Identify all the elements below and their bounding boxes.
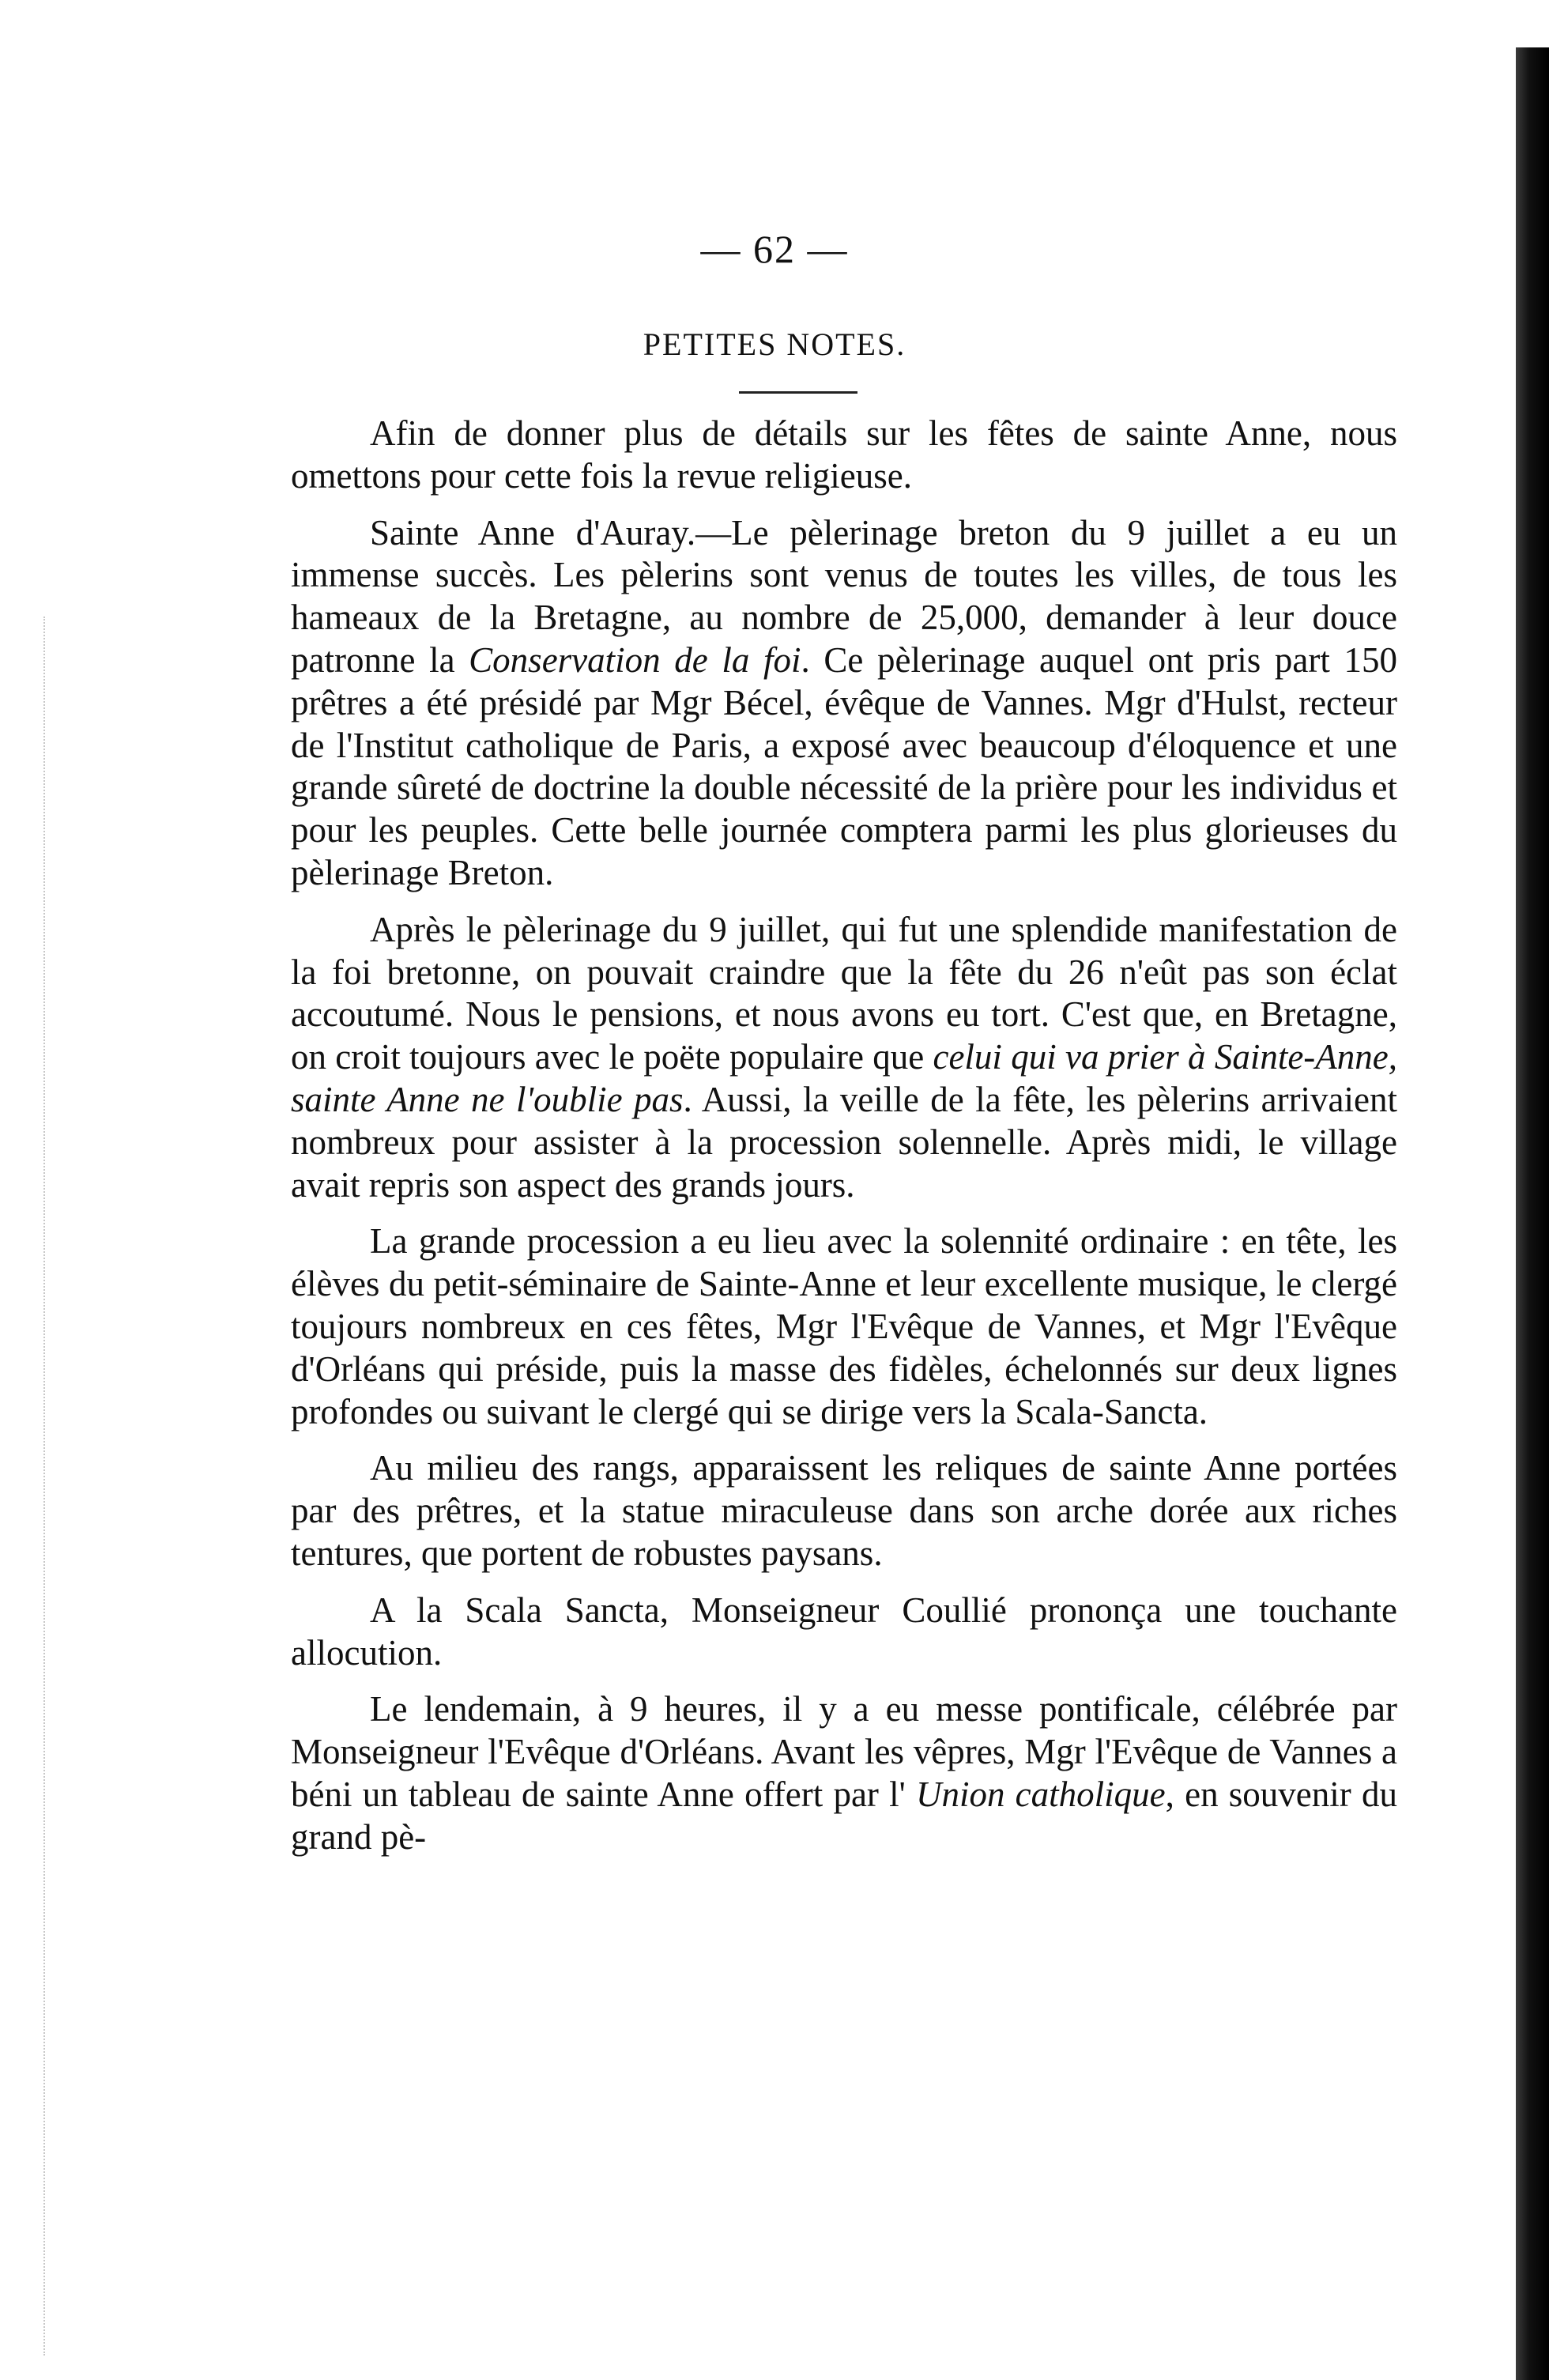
italic-text: celui qui va prier à Sainte-Anne, sainte Anne ne l'oublie pas: [291, 1037, 1397, 1119]
paragraph: [291, 1447, 1397, 1575]
paragraph: [291, 512, 1397, 895]
scan-marks: [43, 617, 55, 2355]
page-number: — 62 —: [700, 227, 849, 271]
body-text: [291, 413, 1397, 1873]
text-run: Le lendemain, à 9 heures, il y a eu messe pontificale, célébrée par Monseigneur l'Evêque d'Orléans. Avant les vêpres, Mgr l'Evêque de Vannes a béni un tableau de sainte Anne offert par l': [291, 1689, 1397, 1814]
text-run: Au milieu des rangs, apparaissent les reliques de sainte Anne portées par des prêtres, et la statue miraculeuse dans son arche dorée aux riches tentures, que portent de robustes paysans.: [291, 1448, 1397, 1573]
paragraph: [291, 413, 1397, 498]
italic-text: Conservation de la foi: [469, 639, 801, 680]
text-run: A la Scala Sancta, Monseigneur Coullié prononça une touchante allocution.: [291, 1590, 1397, 1673]
title-rule: [739, 391, 857, 394]
text-run: . Aussi, la veille de la fête, les pèlerins arrivaient nombreux pour assister à la procession solennelle. Après midi, le village avait repris son aspect des grands jours.: [291, 1079, 1398, 1205]
paragraph: [291, 909, 1397, 1207]
text-run: , en souvenir du grand pè-: [291, 1774, 1397, 1857]
paragraph: [291, 1590, 1397, 1675]
text-run: Après le pèlerinage du 9 juillet, qui fut une splendide manifestation de la foi bretonne, on pouvait craindre que la fête du 26 n'eût pas son éclat accoutumé. Nous le pensions, et nous avons eu tort. C'est que, en Bretagne, on croit toujours avec le poëte populaire que: [291, 909, 1397, 1077]
text-run: . Ce pèlerinage auquel ont pris part 150 prêtres a été présidé par Mgr Bécel, évêque de Vannes. Mgr d'Hulst, recteur de l'Institut catholique de Paris, a exposé avec beaucoup d'éloquence et une grande sûreté de doctrine la double nécessité de la prière pour les individus et pour les peuples. Cette belle journée comptera parmi les plus glorieuses du pèlerinage Breton.: [291, 639, 1397, 892]
paragraph: [291, 1220, 1397, 1433]
binding-edge: [1516, 47, 1549, 2380]
text-run: Afin de donner plus de détails sur les fêtes de sainte Anne, nous omettons pour cette fois la revue religieuse.: [291, 413, 1397, 496]
section-title: PETITES NOTES.: [643, 326, 906, 362]
paragraph: [291, 1688, 1397, 1858]
text-run: La grande procession a eu lieu avec la solennité ordinaire : en tête, les élèves du petit-séminaire de Sainte-Anne et leur excellente musique, le clergé toujours nombreux en ces fêtes, Mgr l'Evêque de Vannes, et Mgr l'Evêque d'Orléans qui préside, puis la masse des fidèles, échelonnés sur deux lignes profondes ou suivant le clergé qui se dirige vers la Scala-Sancta.: [291, 1221, 1397, 1431]
italic-text: Union catholique: [915, 1774, 1166, 1814]
text-run: Sainte Anne d'Auray.—Le pèlerinage breton du 9 juillet a eu un immense succès. Les pèlerins sont venus de toutes les villes, de tous les hameaux de la Bretagne, au nombre de 25,000, demander à leur douce patronne la: [291, 512, 1397, 680]
